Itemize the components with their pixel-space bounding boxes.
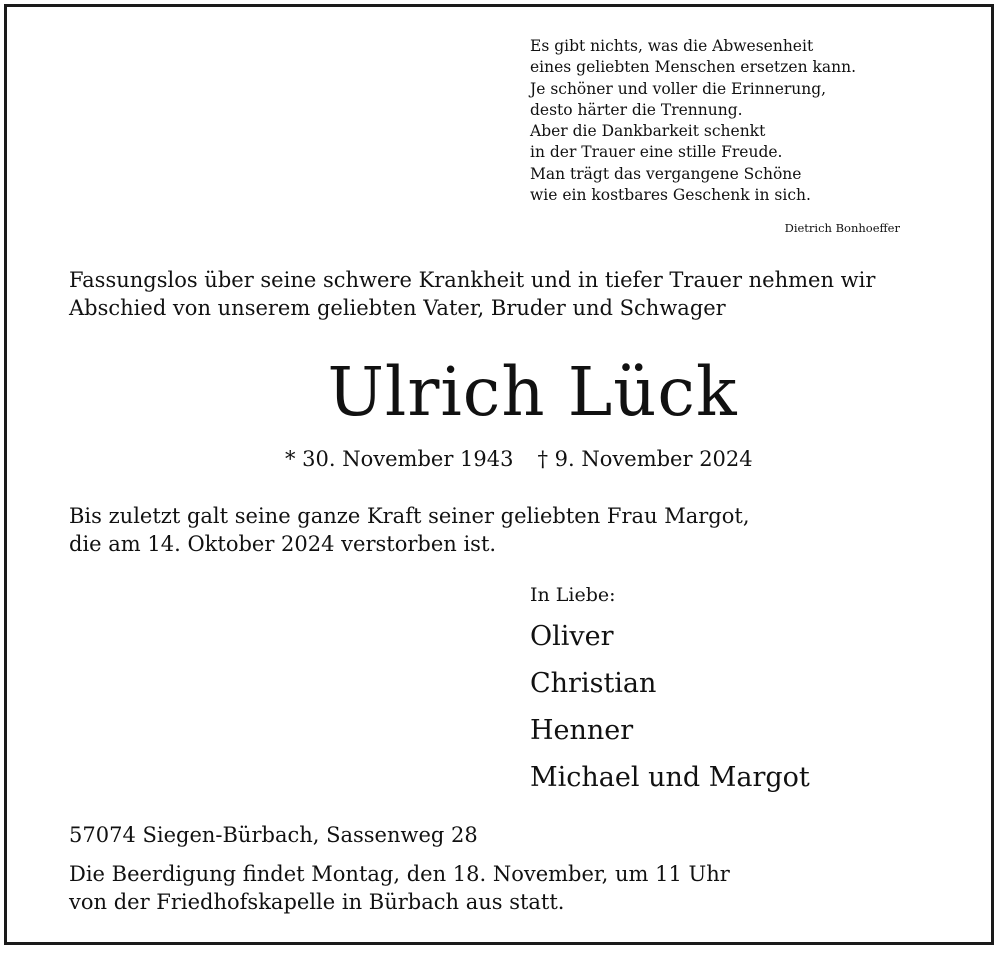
funeral-notice [69, 860, 730, 916]
quote-author: Dietrich Bonhoeffer [784, 221, 900, 235]
dedication-line: die am 14. Oktober 2024 verstorben ist. [69, 532, 497, 556]
quote-line: Aber die Dankbarkeit schenkt [530, 122, 766, 141]
death-date: † 9. November 2024 [537, 447, 753, 471]
quote-line: Man trägt das vergangene Schöne [530, 164, 802, 183]
quote-line: desto härter die Trennung. [530, 100, 743, 119]
dedication-line: Bis zuletzt galt seine ganze Kraft seiner geliebten Frau Margot, [69, 504, 750, 528]
funeral-line: Die Beerdigung findet Montag, den 18. November, um 11 Uhr [69, 862, 730, 886]
quote-line: Je schöner und voller die Erinnerung, [530, 79, 827, 98]
intro-line: Fassungslos über seine schwere Krankheit und in tiefer Trauer nehmen wir [69, 268, 876, 292]
bonhoeffer-quote [530, 36, 910, 206]
birth-date: * 30. November 1943 [285, 447, 514, 471]
signoff: In Liebe: [530, 584, 616, 606]
mourner-name: Christian [530, 668, 657, 699]
mourner-name: Michael und Margot [530, 762, 810, 793]
intro-line: Abschied von unserem geliebten Vater, Bruder und Schwager [69, 296, 726, 320]
quote-line: eines geliebten Menschen ersetzen kann. [530, 58, 857, 77]
quote-line: wie ein kostbares Geschenk in sich. [530, 186, 811, 205]
mourner-name: Henner [530, 715, 634, 746]
mourner-name: Oliver [530, 621, 614, 652]
intro-paragraph [69, 266, 875, 322]
funeral-line: von der Friedhofskapelle in Bürbach aus statt. [69, 890, 565, 914]
life-dates [285, 445, 753, 473]
quote-line: Es gibt nichts, was die Abwesenheit [530, 37, 814, 55]
quote-line: in der Trauer eine stille Freude. [530, 143, 783, 162]
mourners-list [530, 617, 810, 805]
dedication-paragraph [69, 502, 750, 558]
address: 57074 Siegen-Bürbach, Sassenweg 28 [69, 823, 478, 847]
deceased-name: Ulrich Lück [327, 353, 738, 431]
